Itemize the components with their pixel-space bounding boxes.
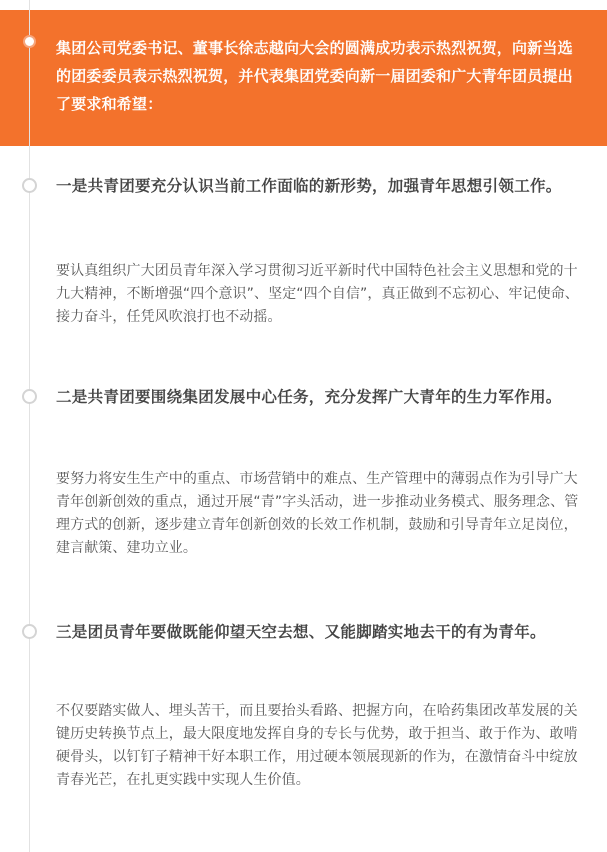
section-3-body: 不仅要踏实做人、埋头苦干，而且要抬头看路、把握方向，在哈药集团改革发展的关键历史转换节点上，最大限度地发挥自身的专长与优势，敢于担当、敢于作为、敢啃硬骨头，以钉钉子精神干好本职工作，用过硬本领展现新的作为，在激情奋斗中绽放青春光芒，在扎更实践中实现人生价值。 [56, 703, 578, 788]
timeline-line [29, 0, 30, 852]
section-1-body: 要认真组织广大团员青年深入学习贯彻习近平新时代中国特色社会主义思想和党的十九大精神，不断增强“四个意识”、坚定“四个自信”，真正做到不忘初心、牢记使命、接力奋斗，任凭风吹浪打也不动摇。 [56, 263, 579, 325]
section-1-heading: 一是共青团要充分认识当前工作面临的新形势，加强青年思想引领工作。 [56, 177, 562, 195]
section-3-timeline-dot [22, 624, 37, 639]
section-2-timeline-dot [22, 389, 37, 404]
section-2-heading: 二是共青团要围绕集团发展中心任务，充分发挥广大青年的生力军作用。 [56, 388, 562, 406]
section-1-timeline-dot [22, 178, 37, 193]
section-2-body: 要努力将安生生产中的重点、市场营销中的难点、生产管理中的薄弱点作为引导广大青年创新创效的重点，通过开展“青”字头活动，进一步推动业务模式、服务理念、管理方式的创新，逐步建立青年创新创效的长效工作机制，鼓励和引导青年立足岗位，建言献策、建功立业。 [56, 471, 579, 556]
intro-text: 集团公司党委书记、董事长徐志越向大会的圆满成功表示热烈祝贺，向新当选的团委委员表示热烈祝贺，并代表集团党委向新一届团委和广大青年团员提出了要求和希望： [56, 39, 573, 113]
intro-timeline-dot [23, 35, 36, 48]
section-3-heading: 三是团员青年要做既能仰望天空去想、又能脚踏实地去干的有为青年。 [56, 623, 546, 641]
